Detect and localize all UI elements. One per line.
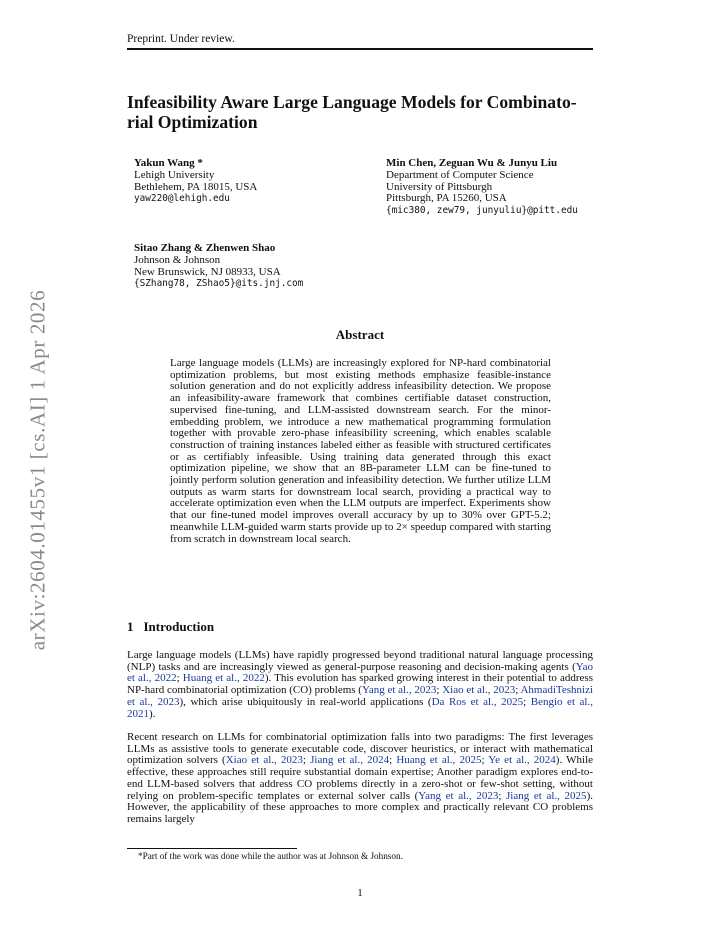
paragraph-text: ;	[515, 684, 521, 697]
paragraph-text: ). However, the applicability of these approaches to more complex and practically relevant CO problems remains largely	[127, 789, 593, 825]
paragraph-text: Recent research on LLMs for combinatorial optimization falls into two paradigms: The first leverages LLMs as assistive tools to generate executable code, discover heuristics, or interact with mathematical optimization solvers (	[127, 731, 593, 767]
paragraph-text: ;	[498, 789, 507, 802]
citation-link[interactable]: Ye et al., 2024	[488, 754, 556, 767]
citation-link[interactable]: Yao et al., 2022	[127, 660, 593, 685]
paragraph-text: ), which arise ubiquitously in real-world applications (	[179, 695, 432, 708]
citation-link[interactable]: Huang et al., 2022	[182, 672, 265, 685]
paragraph-text: ;	[176, 672, 183, 685]
citation-link[interactable]: Xiao et al., 2023	[225, 754, 303, 767]
footnote-rule	[127, 848, 297, 849]
paragraph-text: Large language models (LLMs) have rapidly progressed beyond traditional natural language processing (NLP) tasks and are increasingly viewed as general-purpose reasoning and decision-making agents (	[127, 649, 593, 673]
affiliation-line: Pittsburgh, PA 15260, USA	[386, 192, 507, 205]
author-email[interactable]: yaw220@lehigh.edu	[134, 193, 230, 205]
author-email[interactable]: {SZhang78, ZShao5}@its.jnj.com	[134, 278, 304, 290]
affiliation-line: University of Pittsburgh	[386, 180, 493, 193]
intro-paragraph-1	[127, 650, 593, 720]
paragraph-text: ;	[481, 754, 489, 767]
citation-link[interactable]: Jiang et al., 2024	[310, 754, 390, 767]
citation-link[interactable]: AhmadiTeshnizi et al., 2023	[127, 684, 594, 708]
paragraph-text: ). This evolution has sparked growing interest in their potential to address NP-hard combinatorial optimization (CO) problems (	[127, 672, 593, 697]
section-title: Introduction	[143, 619, 215, 634]
paragraph-text: ). While effective, these approaches still require substantial domain expertise; Another paradigm explores end-to-end LLM-based solvers that address CO problems directly in a zero-shot or few-shot setting, without relying on problem-specific templates or external solver calls (	[127, 754, 594, 802]
affiliation-line: Lehigh University	[134, 168, 215, 181]
arxiv-identifier-stamp: arXiv:2604.01455v1 [cs.AI] 1 Apr 2026	[25, 289, 50, 651]
citation-link[interactable]: Xiao et al., 2023	[442, 684, 516, 697]
author-email[interactable]: {mic380, zew79, junyuliu}@pitt.edu	[386, 205, 578, 217]
abstract-body: Large language models (LLMs) are increasingly explored for NP-hard combinatorial optimization problems, but most existing methods emphasize feasible-instance solution generation and do not explicitly address infeasibility detection. We propose an infeasibility-aware framework that combines certifiable dataset construction, supervised fine-tuning, and LLM-assisted downstream search. For the minor-embedding problem, we introduce a new mathematical programming formulation together with provable zero-phase infeasibility screening, which enables scalable construction of training instances labeled either as feasible with structured certificates or as certifiably infeasible. Using training data generated through this exact optimization pipeline, we show that an 8B-parameter LLM can be fine-tuned to jointly perform solution generation and infeasibility detection. We further utilize LLM outputs as warm starts for downstream local search, providing a practical way to accelerate optimization even when the LLM outputs are imperfect. Experiments show that our fine-tuned model improves overall accuracy by up to 30% over GPT-5.2; meanwhile LLM-guided warm starts provide up to 2× speedup compared with starting from scratch in downstream local search.	[170, 357, 551, 545]
footnote: *Part of the work was done while the author was at Johnson & Johnson.	[138, 851, 403, 861]
affiliation-line: Bethlehem, PA 18015, USA	[134, 180, 258, 193]
paragraph-text: ;	[389, 754, 397, 767]
affiliation-line: Department of Computer Science	[386, 168, 534, 181]
citation-link[interactable]: Jiang et al., 2025	[506, 789, 587, 802]
affiliation-line: New Brunswick, NJ 08933, USA	[134, 265, 281, 278]
section-number: 1	[127, 619, 134, 634]
paper-title-text: Infeasibility Aware Large Language Models for Combinato- rial Optimization	[127, 92, 577, 132]
author-block-1	[134, 158, 257, 205]
citation-link[interactable]: Yang et al., 2023	[361, 684, 437, 697]
abstract-heading: Abstract	[335, 327, 385, 342]
author-names: Yakun Wang *	[134, 157, 203, 169]
paragraph-text: ).	[149, 707, 156, 720]
citation-link[interactable]: Da Ros et al., 2025	[431, 695, 524, 708]
citation-link[interactable]: Huang et al., 2025	[396, 754, 482, 767]
paragraph-text: ;	[523, 695, 531, 708]
paper-title	[127, 92, 607, 132]
author-block-2	[386, 158, 578, 217]
author-block-3	[134, 243, 303, 290]
citation-link[interactable]: Yang et al., 2023	[418, 789, 499, 802]
affiliation-line: Johnson & Johnson	[134, 253, 221, 266]
paragraph-text: ;	[436, 684, 443, 697]
citation-link[interactable]: Bengio et al., 2021	[127, 695, 593, 720]
author-names: Sitao Zhang & Zhenwen Shao	[134, 242, 276, 254]
section-heading-introduction	[127, 619, 214, 635]
paragraph-text: ;	[302, 754, 311, 767]
intro-paragraph-2	[127, 732, 593, 826]
running-head: Preprint. Under review.	[127, 33, 593, 50]
author-names: Min Chen, Zeguan Wu & Junyu Liu	[386, 157, 558, 169]
page-number: 1	[357, 887, 363, 899]
